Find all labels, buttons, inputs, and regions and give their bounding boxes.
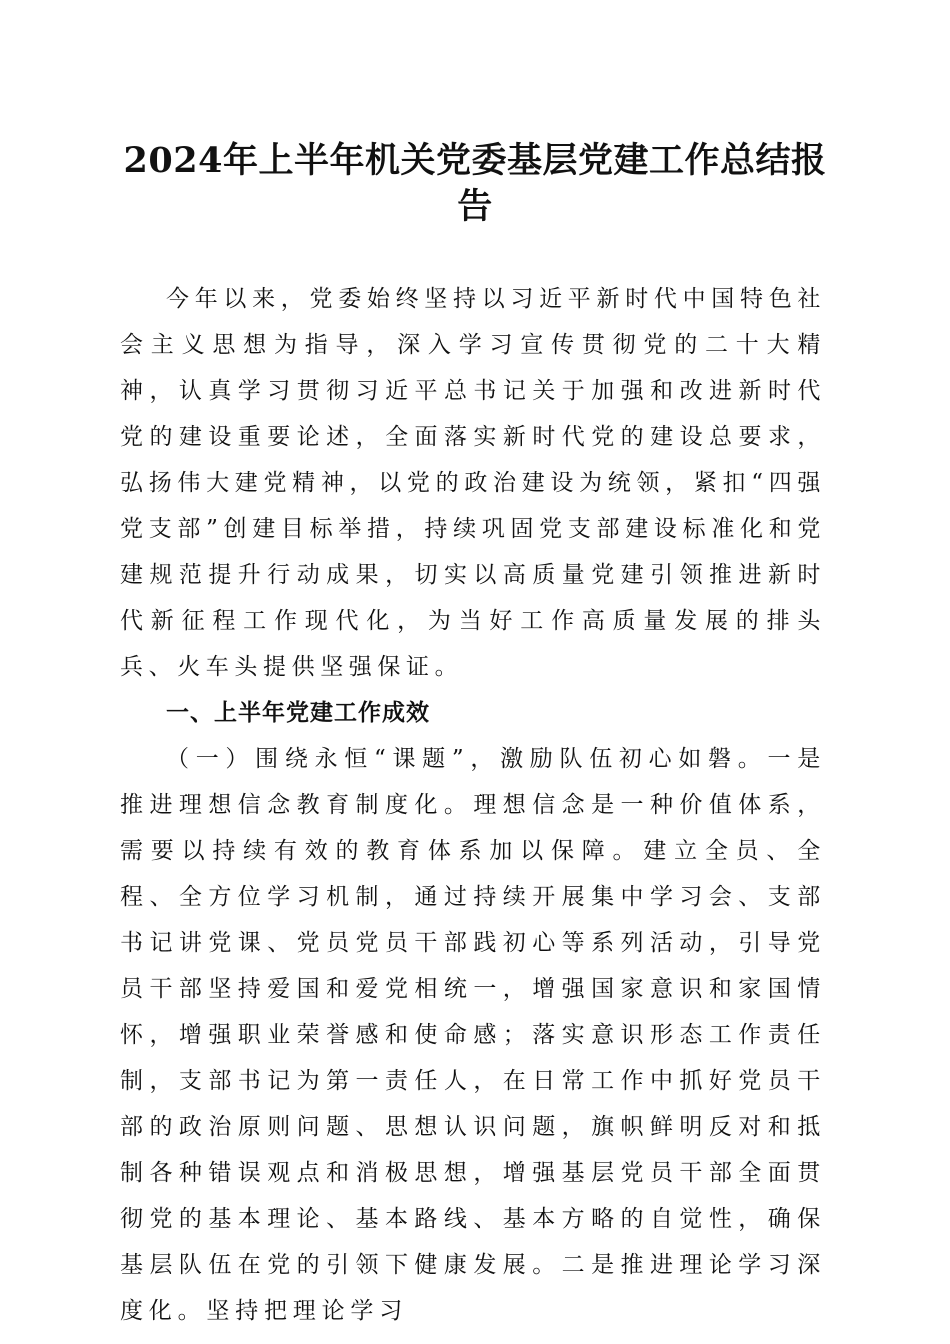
intro-paragraph: 今年以来，党委始终坚持以习近平新时代中国特色社会主义思想为指导，深入学习宣传贯彻党的二十大精神，认真学习贯彻习近平总书记关于加强和改进新时代党的建设重要论述，全面落实新时代党的建设总要求，弘扬伟大建党精神，以党的政治建设为统领，紧扣“四强党支部”创建目标举措，持续巩固党支部建设标准化和党建规范提升行动成果，切实以高质量党建引领推进新时代新征程工作现代化，为当好工作高质量发展的排头兵、火车头提供坚强保证。 (120, 286, 826, 680)
section-heading: 一、上半年党建工作成效 (166, 700, 430, 726)
document-body (120, 276, 826, 1334)
document-title: 2024年上半年机关党委基层党建工作总结报告 (123, 140, 827, 227)
section-paragraph: （一）围绕永恒“课题”，激励队伍初心如磐。一是推进理想信念教育制度化。理想信念是一种价值体系，需要以持续有效的教育体系加以保障。建立全员、全程、全方位学习机制，通过持续开展集中学习会、支部书记讲党课、党员党员干部践初心等系列活动，引导党员干部坚持爱国和爱党相统一，增强国家意识和家国情怀，增强职业荣誉感和使命感；落实意识形态工作责任制，支部书记为第一责任人，在日常工作中抓好党员干部的政治原则问题、思想认识问题，旗帜鲜明反对和抵制各种错误观点和消极思想，增强基层党员干部全面贯彻党的基本理论、基本路线、基本方略的自觉性，确保基层队伍在党的引领下健康发展。二是推进理论学习深度化。坚持把理论学习 (120, 746, 826, 1324)
